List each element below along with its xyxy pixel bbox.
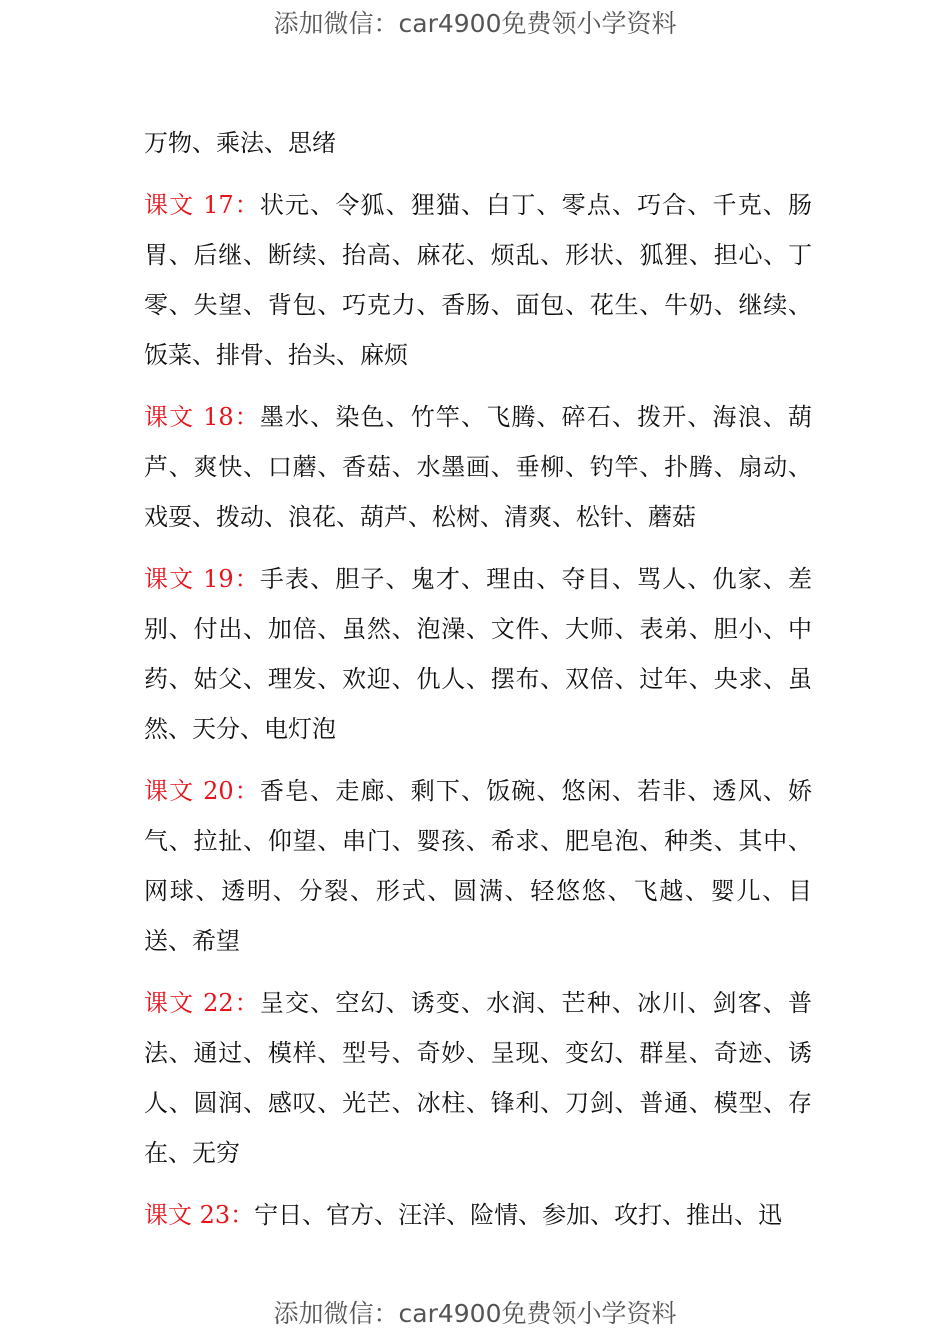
lesson-19-label: 课文 19：	[144, 565, 260, 593]
lesson-20-words: 香皂、走廊、剩下、饭碗、悠闲、若非、透风、娇气、拉扯、仰望、串门、婴孩、希求、肥皂泡、种类、其中、网球、透明、分裂、形式、圆满、轻悠悠、飞越、婴儿、目送、希望	[144, 777, 812, 955]
lesson-19-words: 手表、胆子、鬼才、理由、夺目、骂人、仇家、差别、付出、加倍、虽然、泡澡、文件、大师、表弟、胆小、中药、姑父、理发、欢迎、仇人、摆布、双倍、过年、央求、虽然、天分、电灯泡	[144, 565, 812, 743]
document-body	[144, 118, 812, 1252]
lesson-23-label: 课文 23：	[144, 1201, 255, 1229]
lesson-23-words: 宁日、官方、汪洋、险情、参加、攻打、推出、迅	[254, 1201, 783, 1229]
lesson-20-paragraph	[144, 766, 812, 966]
lesson-23-paragraph	[144, 1190, 812, 1240]
intro-words: 万物、乘法、思绪	[144, 129, 336, 157]
lesson-17-label: 课文 17：	[144, 191, 260, 219]
lesson-22-label: 课文 22：	[144, 989, 260, 1017]
lesson-18-words: 墨水、染色、竹竿、飞腾、碎石、拨开、海浪、葫芦、爽快、口蘑、香菇、水墨画、垂柳、钓竿、扑腾、扇动、戏耍、拨动、浪花、葫芦、松树、清爽、松针、蘑菇	[144, 403, 812, 531]
lesson-22-words: 呈交、空幻、诱变、水润、芒种、冰川、剑客、普法、通过、模样、型号、奇妙、呈现、变幻、群星、奇迹、诱人、圆润、感叹、光芒、冰柱、锋利、刀剑、普通、模型、存在、无穷	[144, 989, 812, 1167]
lesson-22-paragraph	[144, 978, 812, 1178]
lesson-20-label: 课文 20：	[144, 777, 260, 805]
header-watermark: 添加微信：car4900免费领小学资料	[273, 9, 677, 38]
lesson-18-paragraph	[144, 392, 812, 542]
lesson-17-paragraph	[144, 180, 812, 380]
intro-paragraph	[144, 118, 812, 168]
lesson-18-label: 课文 18：	[144, 403, 260, 431]
lesson-19-paragraph	[144, 554, 812, 754]
footer-watermark: 添加微信：car4900免费领小学资料	[273, 1299, 677, 1328]
lesson-17-words: 状元、令狐、狸猫、白丁、零点、巧合、千克、肠胃、后继、断续、抬高、麻花、烦乱、形状、狐狸、担心、丁零、失望、背包、巧克力、香肠、面包、花生、牛奶、继续、饭菜、排骨、抬头、麻烦	[144, 191, 812, 369]
